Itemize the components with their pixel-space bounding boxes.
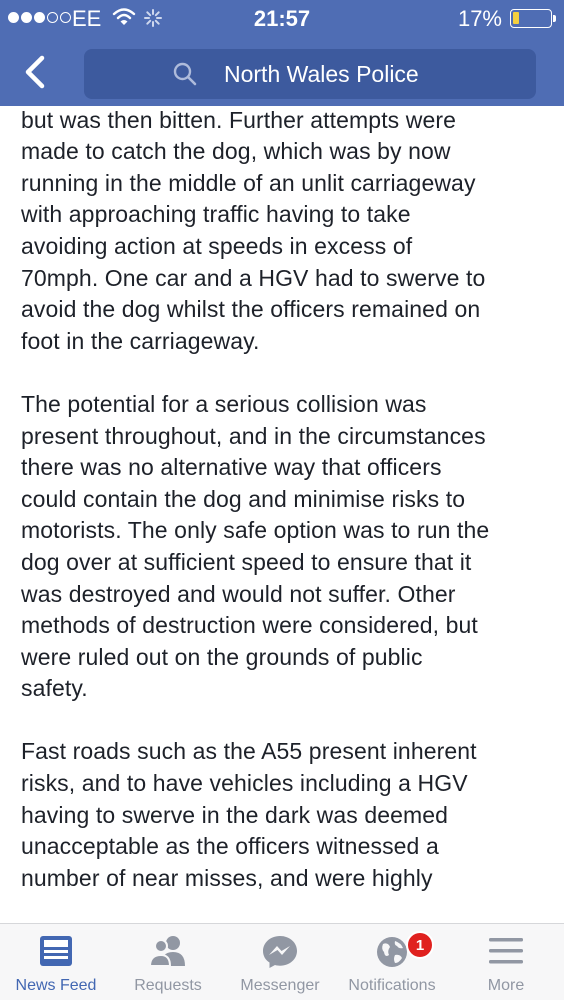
header xyxy=(0,0,564,106)
search-input[interactable] xyxy=(84,49,536,99)
battery-percentage: 17% xyxy=(457,6,502,31)
post-text-line: foot in the carriageway. xyxy=(21,327,260,354)
news-feed-icon xyxy=(0,934,112,968)
tab-requests[interactable] xyxy=(112,924,224,1000)
post-text-line: methods of destruction were considered, but xyxy=(21,612,478,639)
paragraph-gap xyxy=(21,705,551,737)
search-query-text: North Wales Police xyxy=(224,61,419,87)
back-button[interactable] xyxy=(20,52,60,96)
post-text-line: could contain the dog and minimise risks to xyxy=(21,485,466,512)
battery-icon xyxy=(510,9,552,28)
post-text-line: made to catch the dog, which was by now xyxy=(21,138,451,165)
hamburger-menu-icon xyxy=(448,934,564,968)
post-body xyxy=(0,106,564,924)
post-text-line: The potential for a serious collision was xyxy=(21,390,427,417)
carrier-name: EE xyxy=(72,6,102,31)
paragraph-gap xyxy=(21,357,551,389)
post-text-line: unacceptable as the officers witnessed a xyxy=(21,833,439,860)
post-text-line: were ruled out on the grounds of public xyxy=(21,643,423,670)
post-text-line: motorists. The only safe option was to run the xyxy=(21,517,490,544)
post-text-line: 70mph. One car and a HGV had to swerve to xyxy=(21,264,486,291)
post-text-line: was destroyed and would not suffer. Other xyxy=(21,580,456,607)
post-text-line: avoid the dog whilst the officers remained on xyxy=(21,296,481,323)
status-bar xyxy=(0,0,564,36)
tab-more[interactable] xyxy=(448,924,564,1000)
post-text-line: avoiding action at speeds in excess of xyxy=(21,232,413,259)
post-text-line: present throughout, and in the circumstances xyxy=(21,422,486,449)
post-text xyxy=(21,106,551,894)
tab-bar xyxy=(0,923,564,1000)
post-text-line: with approaching traffic having to take xyxy=(21,201,411,228)
messenger-icon xyxy=(224,934,336,970)
post-text-line: running in the middle of an unlit carriageway xyxy=(21,169,476,196)
post-text-line: safety. xyxy=(21,675,88,702)
tab-label: Requests xyxy=(134,977,202,994)
tab-label: More xyxy=(487,977,525,994)
post-text-line: but was then bitten. Further attempts were xyxy=(21,106,457,133)
chevron-left-icon xyxy=(20,52,50,92)
post-text-line: having to swerve in the dark was deemed xyxy=(21,801,449,828)
post-text-line: risks, and to have vehicles including a HGV xyxy=(21,770,468,797)
tab-label: Messenger xyxy=(240,977,320,994)
post-text-line: Fast roads such as the A55 present inherent xyxy=(21,738,477,765)
search-icon xyxy=(172,61,198,92)
post-text-line: dog over at sufficient speed to ensure that it xyxy=(21,548,472,575)
status-time: 21:57 xyxy=(253,6,311,31)
tab-messenger[interactable] xyxy=(224,924,336,1000)
friend-requests-icon xyxy=(112,934,224,968)
post-text-line: there was no alternative way that officers xyxy=(21,454,442,481)
tab-label: Notifications xyxy=(348,977,436,994)
tab-label: News Feed xyxy=(15,977,97,994)
notification-badge: 1 xyxy=(406,931,434,959)
post-text-line: number of near misses, and were highly xyxy=(21,864,433,891)
tab-notifications[interactable] xyxy=(336,924,448,1000)
tab-news-feed[interactable] xyxy=(0,924,112,1000)
